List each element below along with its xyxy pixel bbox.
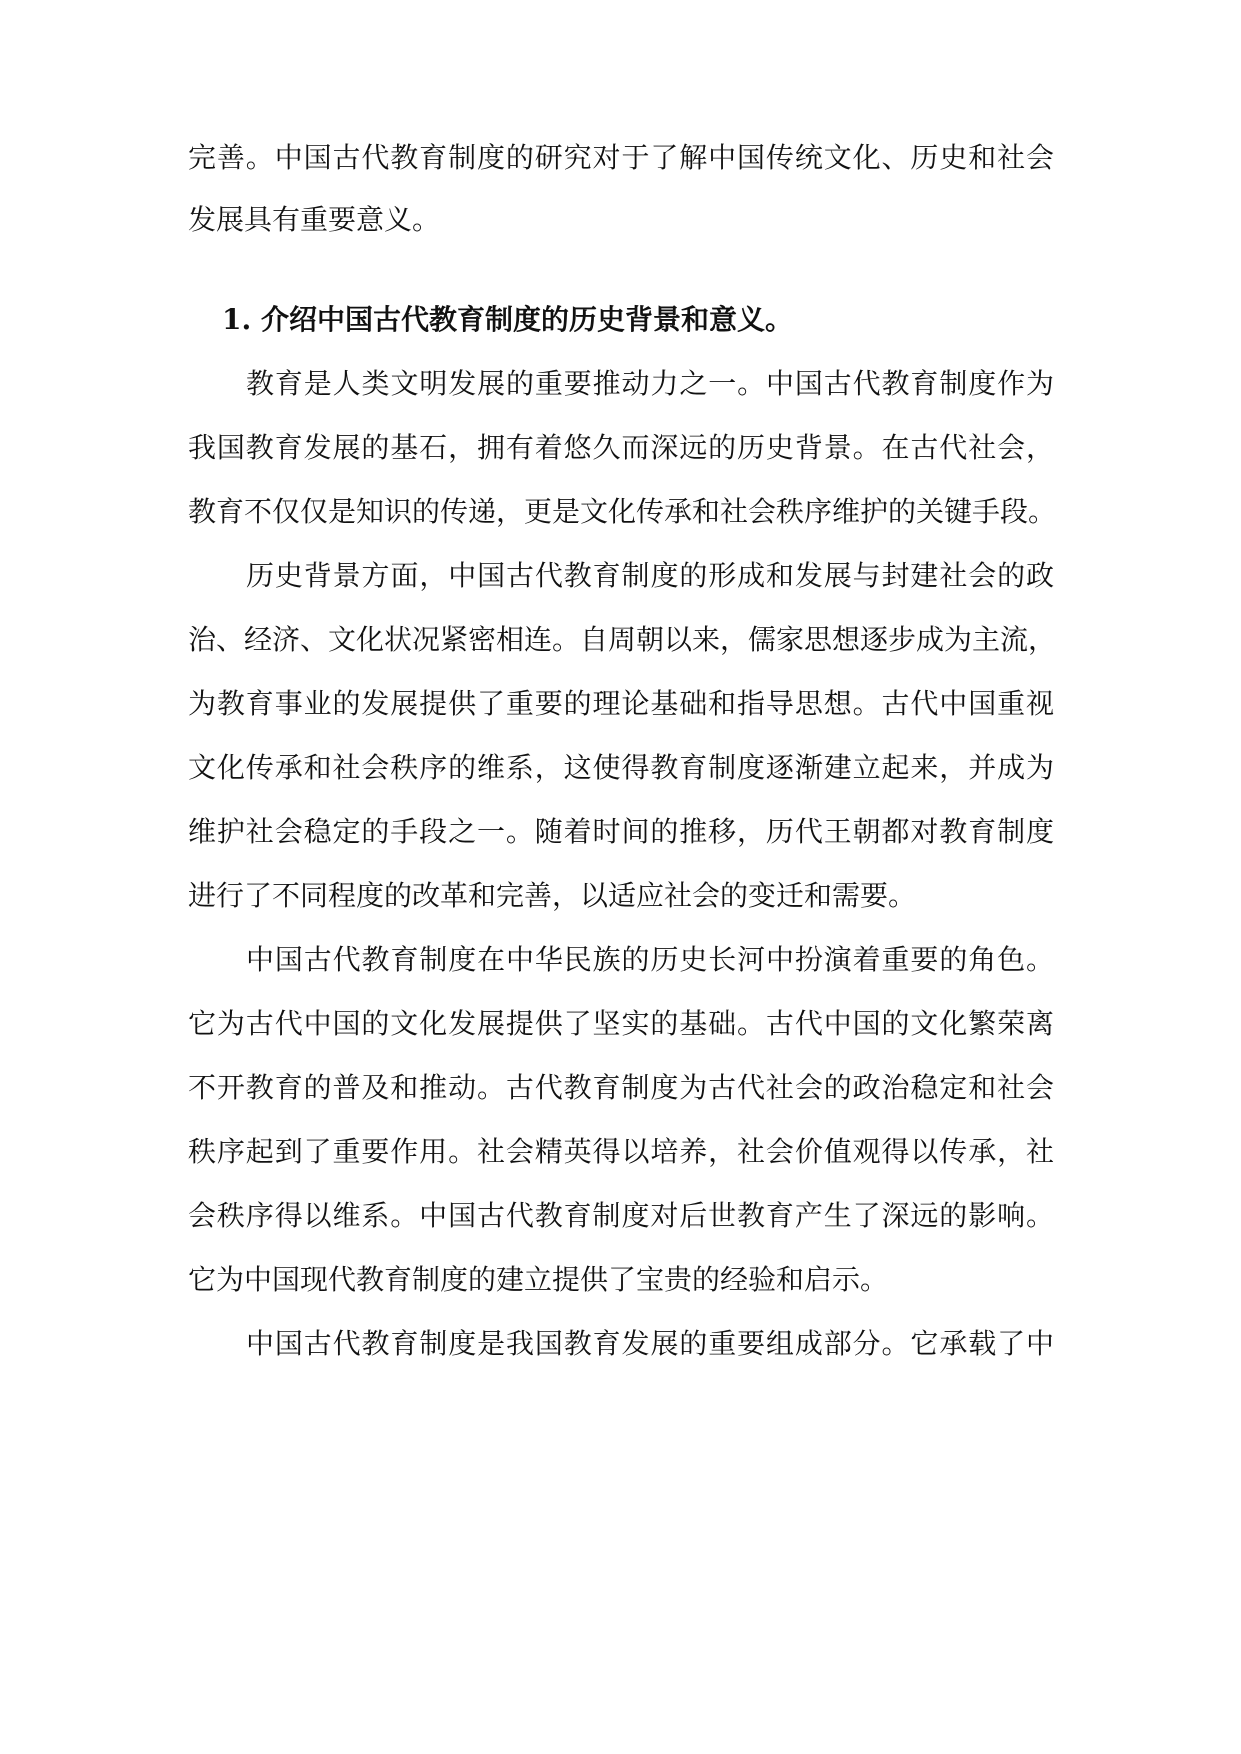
paragraph-2-line-4: 文化传承和社会秩序的维系，这使得教育制度逐渐建立起来，并成为 (188, 751, 1054, 784)
paragraph-1-line-2: 我国教育发展的基石，拥有着悠久而深远的历史背景。在古代社会， (188, 431, 1054, 464)
paragraph-3-line-2: 它为古代中国的文化发展提供了坚实的基础。古代中国的文化繁荣离 (188, 1007, 1054, 1040)
paragraph-2-line-6: 进行了不同程度的改革和完善，以适应社会的变迁和需要。 (188, 879, 917, 912)
paragraph-2-line-5: 维护社会稳定的手段之一。随着时间的推移，历代王朝都对教育制度 (188, 815, 1054, 848)
paragraph-1-line-3: 教育不仅仅是知识的传递，更是文化传承和社会秩序维护的关键手段。 (188, 495, 1057, 528)
paragraph-3-line-4: 秩序起到了重要作用。社会精英得以培养，社会价值观得以传承，社 (188, 1135, 1054, 1168)
paragraph-2-line-2: 治、经济、文化状况紧密相连。自周朝以来，儒家思想逐步成为主流， (188, 623, 1057, 656)
paragraph-4-line-1: 中国古代教育制度是我国教育发展的重要组成部分。它承载了中 (246, 1327, 1054, 1360)
paragraph-3-line-1: 中国古代教育制度在中华民族的历史长河中扮演着重要的角色。 (246, 943, 1054, 976)
paragraph-2-line-1: 历史背景方面，中国古代教育制度的形成和发展与封建社会的政 (246, 559, 1054, 592)
paragraph-continuation-line-1: 完善。中国古代教育制度的研究对于了解中国传统文化、历史和社会 (188, 141, 1054, 174)
paragraph-3-line-6: 它为中国现代教育制度的建立提供了宝贵的经验和启示。 (188, 1263, 889, 1296)
paragraph-3-line-5: 会秩序得以维系。中国古代教育制度对后世教育产生了深远的影响。 (188, 1199, 1054, 1232)
paragraph-2-line-3: 为教育事业的发展提供了重要的理论基础和指导思想。古代中国重视 (188, 687, 1054, 720)
paragraph-1-line-1: 教育是人类文明发展的重要推动力之一。中国古代教育制度作为 (246, 367, 1054, 400)
paragraph-continuation-line-2: 发展具有重要意义。 (188, 203, 441, 236)
paragraph-3-line-3: 不开教育的普及和推动。古代教育制度为古代社会的政治稳定和社会 (188, 1071, 1054, 1104)
section-heading: 1. 介绍中国古代教育制度的历史背景和意义。 (222, 303, 793, 336)
